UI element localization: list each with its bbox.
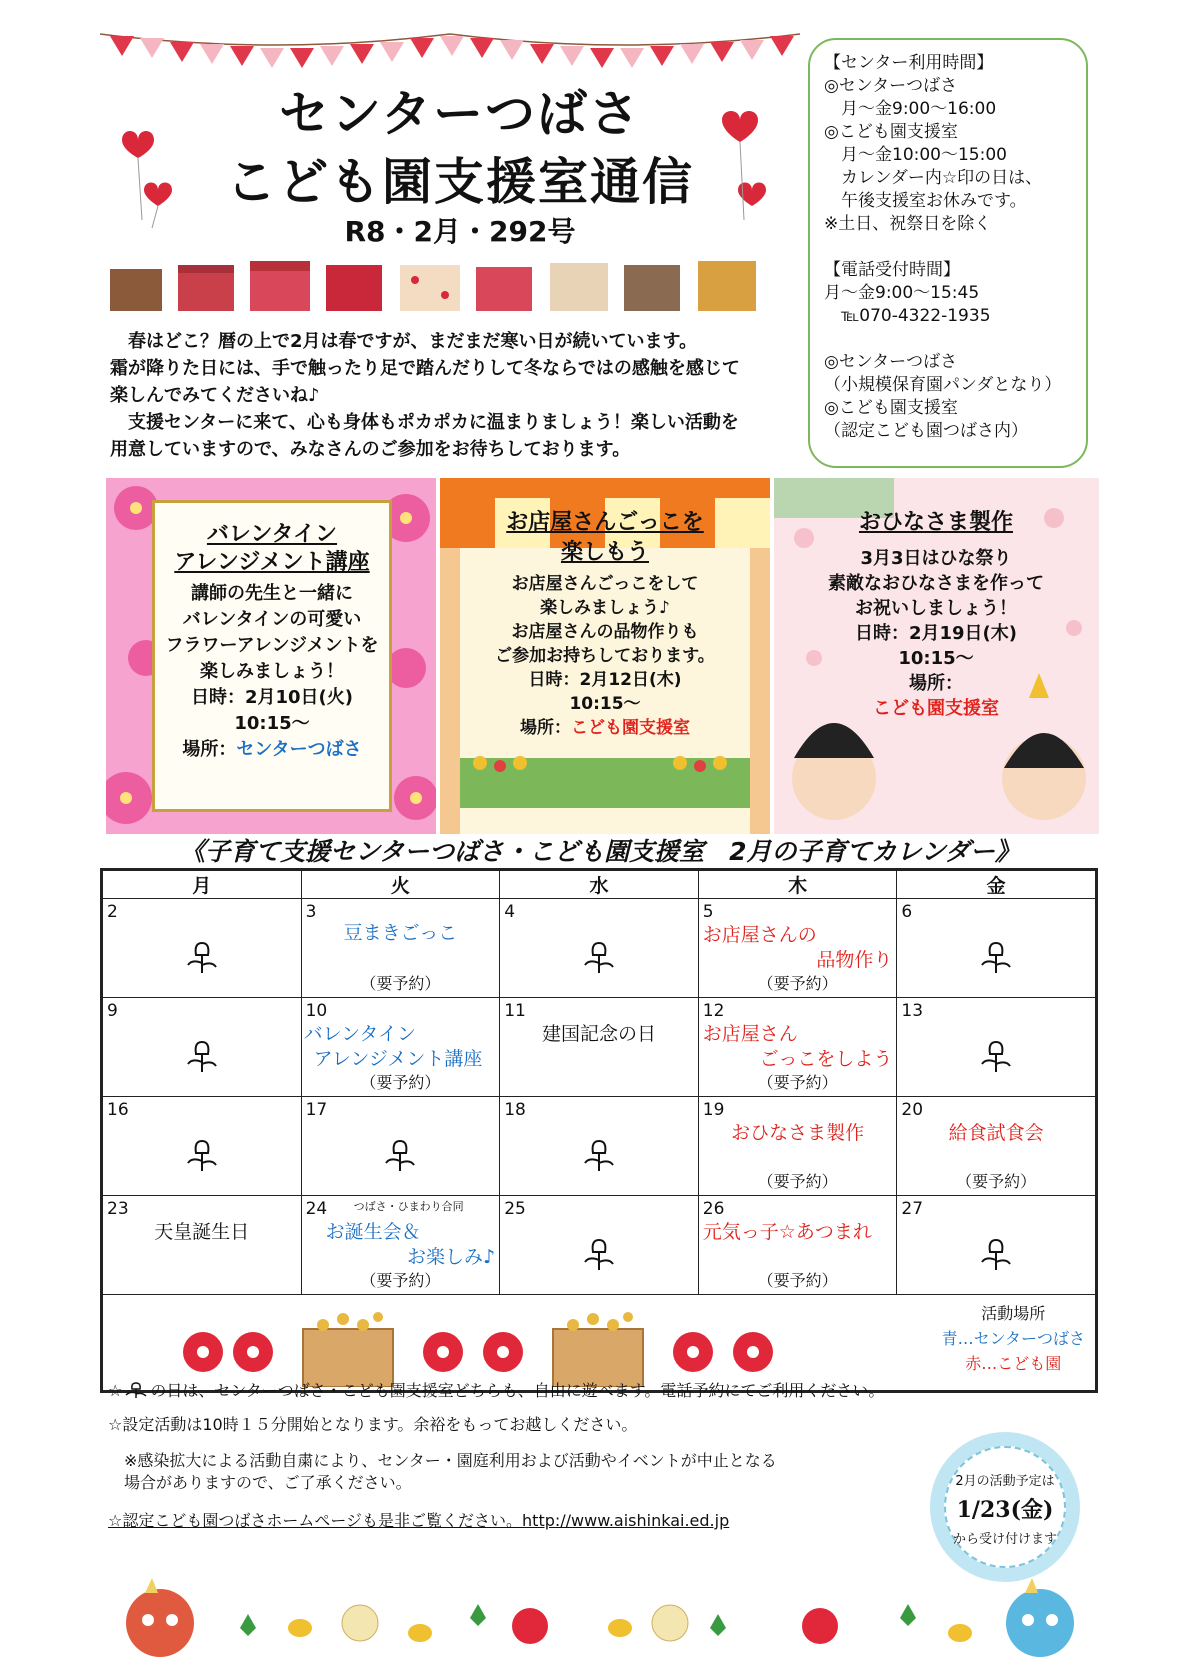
card-date: 日時：2月19日(木) <box>854 623 1018 644</box>
heart-balloons-left <box>108 110 188 230</box>
calendar-day <box>500 998 699 1097</box>
day-number: 20 <box>901 1100 924 1120</box>
card-body-line: フラワーアレンジメントを <box>165 635 379 656</box>
free-play-flower-icon <box>976 1234 1016 1274</box>
calendar-table <box>100 868 1098 1393</box>
place-label: 場所： <box>182 739 237 760</box>
weekday-header: 月 <box>103 871 302 899</box>
card-place <box>155 737 389 763</box>
oni-and-flowers-decoration <box>100 1578 1100 1658</box>
badge-date: 1/23(金) <box>956 1497 1054 1523</box>
event-line: ごっこをしよう <box>759 1048 893 1070</box>
weekday-header-row <box>103 871 1096 899</box>
event-label <box>703 1022 893 1072</box>
reservation-required: （要予約） <box>360 974 441 993</box>
card-title-line: バレンタイン <box>206 522 338 547</box>
day-number: 4 <box>504 902 516 922</box>
intro-line: 用意していますので、みなさんのご参加をお待ちしております。 <box>110 439 631 460</box>
event-label: 豆まきごっこ <box>343 922 458 944</box>
card-title: おひなさま製作 <box>858 510 1013 535</box>
info-line: 月～金9:00～15:45 <box>824 283 980 303</box>
intro-line: 春はどこ？暦の上で2月は春ですが、まだまだ寒い日が続いています。 <box>110 331 698 352</box>
event-line: お誕生会＆ <box>325 1221 421 1243</box>
gift-boxes-row <box>110 255 800 313</box>
card-body-line: 楽しみましょう♪ <box>540 598 670 618</box>
calendar-day <box>103 899 302 998</box>
weekday-header: 火 <box>301 871 500 899</box>
info-line: 月～金9:00～16:00 <box>824 99 997 119</box>
intro-text <box>110 328 800 463</box>
day-number: 9 <box>107 1001 118 1021</box>
calendar-day <box>301 998 500 1097</box>
info-line: 月～金10:00～15:00 <box>824 145 1007 165</box>
day-number: 23 <box>107 1199 129 1219</box>
event-line: お楽しみ♪ <box>407 1246 496 1268</box>
legend-title: 活動場所 <box>981 1304 1046 1323</box>
weekday-header: 水 <box>500 871 699 899</box>
place-name: こども園支援室 <box>571 718 690 738</box>
day-number: 2 <box>107 902 118 922</box>
card-title-line: お店屋さんごっこを <box>506 510 704 535</box>
calendar-week <box>103 1097 1096 1196</box>
day-number: 19 <box>702 1100 725 1120</box>
homepage-link[interactable]: ☆認定こども園つばさホームページも是非ご覧ください。http://www.aishinkai.ed.jp <box>108 1511 730 1530</box>
card-title <box>462 508 748 568</box>
newsletter-title-line2: こども園支援室通信 <box>226 153 694 211</box>
info-line: （小規模保育園パンダとなり） <box>824 375 1062 395</box>
note-star: ☆ <box>108 1381 123 1400</box>
intro-line: 楽しんでみてくださいね♪ <box>110 385 320 406</box>
place-label: 場所： <box>520 718 571 738</box>
calendar-day <box>897 1196 1096 1295</box>
info-line: 【センター利用時間】 <box>824 53 994 73</box>
event-label: 元気っ子☆あつまれ <box>702 1221 872 1243</box>
info-line: 【電話受付時間】 <box>824 260 960 280</box>
calendar-day <box>301 899 500 998</box>
card-content <box>152 500 392 812</box>
card-title-line: アレンジメント講座 <box>174 550 370 575</box>
info-box <box>808 38 1088 468</box>
day-number: 5 <box>702 902 714 922</box>
free-play-flower-icon <box>182 1036 222 1076</box>
day-number: 16 <box>107 1100 129 1120</box>
calendar-week <box>103 899 1096 998</box>
card-time: 10:15～ <box>898 648 974 669</box>
note-line: 場合がありますので、ご了承ください。 <box>124 1473 412 1492</box>
card-title <box>155 521 389 577</box>
note-text: の日は、センターつばさ・こども園支援室どちらも、自由に遊べます。電話予約にてご利用ください。 <box>150 1381 885 1400</box>
legend-blue: 青…センターつばさ <box>941 1329 1085 1348</box>
info-line: ◎センターつばさ <box>824 76 958 96</box>
calendar-day <box>897 998 1096 1097</box>
day-number: 27 <box>901 1199 924 1219</box>
day-number: 11 <box>504 1001 526 1021</box>
free-play-flower-icon <box>976 937 1016 977</box>
free-play-flower-icon <box>380 1135 420 1175</box>
calendar-day <box>301 1097 500 1196</box>
intro-line: 霜が降りた日には、手で触ったり足で踏んだりして冬ならではの感触を感じて <box>110 358 740 379</box>
badge-line: から受け付けます <box>952 1532 1057 1547</box>
reservation-required: （要予約） <box>360 1073 441 1092</box>
day-number: 3 <box>305 902 317 922</box>
newsletter-title-line1: センターつばさ <box>279 85 641 143</box>
issue-number: R8・2月・292号 <box>344 215 576 248</box>
card-date: 日時：2月10日(火) <box>190 687 354 708</box>
day-number: 6 <box>901 902 913 922</box>
card-body-line: 楽しみましょう！ <box>200 661 344 682</box>
info-line <box>824 236 1072 259</box>
place-label: 場所： <box>909 673 963 694</box>
reservation-required: （要予約） <box>757 1271 838 1290</box>
info-line <box>824 328 1072 351</box>
calendar-day <box>698 1196 897 1295</box>
plum-and-bean-box-decoration <box>173 1307 873 1387</box>
bunting-decoration <box>100 28 800 76</box>
calendar-day <box>698 899 897 998</box>
info-line: ◎センターつばさ <box>824 352 958 372</box>
calendar-day <box>500 899 699 998</box>
calendar-day <box>103 1196 302 1295</box>
event-label <box>306 1220 496 1270</box>
weekday-header: 木 <box>698 871 897 899</box>
day-number: 18 <box>504 1100 526 1120</box>
calendar-footer-row <box>103 1295 1096 1391</box>
free-play-flower-icon <box>182 937 222 977</box>
calendar-footer <box>103 1295 1096 1391</box>
calendar-title: 《子育て支援センターつばさ・こども園支援室 2月の子育てカレンダー》 <box>180 837 1020 866</box>
free-play-flower-icon <box>579 937 619 977</box>
calendar-day <box>897 899 1096 998</box>
card-time: 10:15～ <box>569 694 641 714</box>
location-legend <box>942 1301 1085 1376</box>
info-line: カレンダー内☆印の日は、 <box>824 168 1043 188</box>
calendar-day <box>103 998 302 1097</box>
calendar-day <box>698 998 897 1097</box>
event-label <box>304 1022 496 1072</box>
reservation-badge <box>930 1432 1080 1582</box>
free-play-flower-icon <box>579 1135 619 1175</box>
event-line: バレンタイン <box>303 1023 416 1045</box>
info-line: ◎こども園支援室 <box>824 122 958 142</box>
place-name: こども園支援室 <box>873 698 999 719</box>
day-number: 12 <box>702 1001 725 1021</box>
day-number: 10 <box>305 1001 328 1021</box>
calendar-week <box>103 998 1096 1097</box>
info-line: 午後支援室お休みです。 <box>824 191 1027 211</box>
card-body-line: バレンタインの可愛い <box>182 609 362 630</box>
day-number: 26 <box>702 1199 725 1219</box>
day-number: 24 <box>305 1199 328 1219</box>
card-body-line: 3月3日はひな祭り <box>860 548 1012 569</box>
holiday-label: 建国記念の日 <box>541 1023 656 1045</box>
free-play-flower-icon <box>579 1234 619 1274</box>
event-label: 給食試食会 <box>948 1122 1044 1144</box>
card-title-line: 楽しもう <box>560 540 649 565</box>
phone-number[interactable]: ℡070-4322-1935 <box>824 306 991 326</box>
card-place <box>462 716 748 740</box>
day-number: 13 <box>901 1001 924 1021</box>
calendar-day <box>301 1196 500 1295</box>
badge-content <box>944 1446 1066 1568</box>
card-body-line: 講師の先生と一緒に <box>191 583 353 604</box>
free-play-flower-icon <box>182 1135 222 1175</box>
event-label <box>703 923 893 973</box>
badge-line: 2月の活動予定は <box>955 1474 1055 1489</box>
free-play-flower-icon <box>976 1036 1016 1076</box>
intro-line: 支援センターに来て、心も身体もポカポカに温まりましょう！楽しい活動を <box>110 412 739 433</box>
holiday-label: 天皇誕生日 <box>154 1221 250 1243</box>
card-body-line: お祝いしましょう！ <box>855 598 1017 619</box>
card-body-line: 素敵なおひなさまを作って <box>828 573 1044 594</box>
event-card-valentine <box>106 478 436 834</box>
card-time: 10:15～ <box>234 713 310 734</box>
event-label: おひなさま製作 <box>731 1122 865 1144</box>
calendar-day <box>698 1097 897 1196</box>
card-text <box>462 508 748 740</box>
event-card-shop-play <box>440 478 770 834</box>
free-play-flower-icon <box>122 1381 150 1399</box>
note-start-time: ☆設定活動は10時１５分開始となります。余裕をもってお越しください。 <box>108 1415 638 1434</box>
card-body-line: お店屋さんの品物作りも <box>511 622 699 642</box>
card-text <box>788 508 1084 721</box>
day-number: 25 <box>504 1199 526 1219</box>
weekday-header: 金 <box>897 871 1096 899</box>
note-free-play <box>108 1380 1108 1402</box>
card-body-line: お店屋さんごっこをして <box>511 574 699 594</box>
card-body-line: ご参加お持ちしております。 <box>495 646 715 666</box>
event-card-hina-doll <box>774 478 1099 834</box>
info-line: ◎こども園支援室 <box>824 398 958 418</box>
calendar-week <box>103 1196 1096 1295</box>
joint-event-note: つばさ・ひまわり合同 <box>353 1200 464 1213</box>
reservation-required: （要予約） <box>956 1172 1037 1191</box>
event-line: お店屋さんの <box>702 924 817 946</box>
event-line: アレンジメント講座 <box>313 1048 483 1070</box>
event-line: 品物作り <box>816 949 893 971</box>
note-line: ※感染拡大による活動自粛により、センター・園庭利用および活動やイベントが中止となる <box>124 1451 777 1470</box>
reservation-required: （要予約） <box>757 1172 838 1191</box>
calendar-day <box>500 1097 699 1196</box>
info-line: （認定こども園つばさ内） <box>824 421 1028 441</box>
calendar-day <box>500 1196 699 1295</box>
card-date: 日時：2月12日(木) <box>528 670 682 690</box>
reservation-required: （要予約） <box>360 1271 441 1290</box>
calendar-day <box>103 1097 302 1196</box>
legend-red: 赤…こども園 <box>965 1354 1062 1373</box>
day-number: 17 <box>305 1100 328 1120</box>
reservation-required: （要予約） <box>757 974 838 993</box>
place-name: センターつばさ <box>236 739 362 760</box>
calendar-day <box>897 1097 1096 1196</box>
reservation-required: （要予約） <box>757 1073 838 1092</box>
event-line: お店屋さん <box>702 1023 798 1045</box>
info-line: ※土日、祝祭日を除く <box>824 214 992 234</box>
